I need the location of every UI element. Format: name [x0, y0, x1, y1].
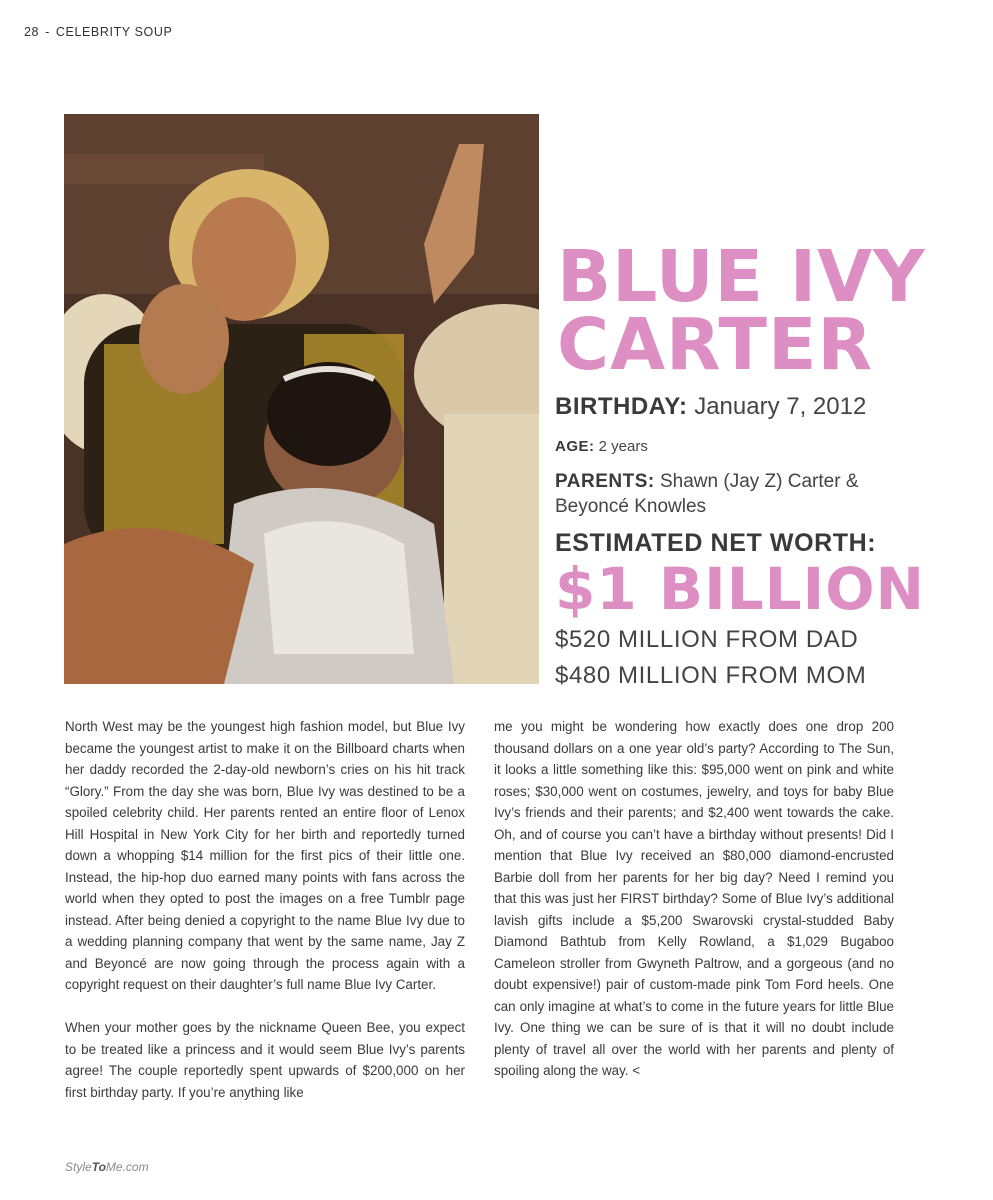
birthday-fact [555, 392, 900, 422]
age-label: AGE: [555, 438, 595, 455]
feature-photo [64, 114, 539, 684]
net-worth-label: ESTIMATED NET WORTH: [555, 529, 877, 557]
article-column-right [494, 716, 894, 1103]
net-worth-value: $1 BILLION [555, 555, 926, 623]
from-mom: $480 MILLION FROM MOM [555, 662, 867, 689]
article-column-left [65, 716, 465, 1125]
section-title: CELEBRITY SOUP [55, 25, 173, 39]
facts-panel [555, 392, 926, 694]
article-paragraph: North West may be the youngest high fashion model, but Blue Ivy became the youngest artist to make it on the Billboard charts when her daddy recorded the 2-day-old newborn’s cries on his hit track “Glory.” From the day she was born, Blue Ivy was destined to be a spoiled celebrity child. Her parents rented an entire floor of Lenox Hill Hospital in New York City for her birth and reportedly turned down a whopping $14 million for the first pics of their little one. Instead, the hip-hop duo earned many points with fans across the world when they opted to post the images on a free Tumblr page instead. After being denied a copyright to the name Blue Ivy due to a wedding planning company that went by the same name, Jay Z and Beyoncé are now going through the process again with a copyright request on their daughter’s full name Blue Ivy Carter. [65, 719, 465, 992]
age-value: 2 years [598, 438, 648, 455]
parents-value: Shawn (Jay Z) Carter & Beyoncé Knowles [555, 471, 859, 517]
article-paragraph: me you might be wondering how exactly does one drop 200 thousand dollars on a one year old’s party? According to The Sun, it looks a little something like this: $95,000 went on pink and white roses; $30,000 went on costumes, jewelry, and toys for baby Blue Ivy’s friends and their parents; and $2,400 went towards the cake. Oh, and of course you can’t have a birthday without presents! Did I mention that Blue Ivy received an $80,000 diamond-encrusted Barbie doll from her parents for her big day? Need I remind you that this was just her FIRST birthday? Some of Blue Ivy’s additional lavish gifts include a $5,200 Swarovski crystal-studded Baby Diamond Bathtub from Kelly Rowland, a $1,029 Bugaboo Cameleon stroller from Gwyneth Paltrow, and a gorgeous (and no doubt expensive!) pair of custom-made pink Tom Ford heels. One can only imagine at what’s to come in the future years for little Blue Ivy. One thing we can be sure of is that it will no doubt include plenty of travel all over the world with her parents and plenty of spoiling along the way. < [494, 719, 894, 1078]
page-number: 28 [24, 25, 40, 39]
from-dad: $520 MILLION FROM DAD [555, 626, 859, 653]
page-header [24, 25, 172, 39]
header-separator: - [45, 25, 50, 39]
parents-label: PARENTS: [555, 471, 655, 492]
age-fact [555, 438, 900, 455]
birthday-value: January 7, 2012 [694, 393, 867, 420]
headline [557, 235, 926, 386]
birthday-label: BIRTHDAY: [555, 393, 688, 420]
brand-part-1: Style [65, 1160, 92, 1174]
brand-part-2: To [91, 1160, 106, 1174]
brand-part-3: Me.com [105, 1160, 149, 1174]
headline-line-2: CARTER [557, 303, 874, 386]
photo-illustration [64, 114, 539, 684]
footer-brand [65, 1160, 149, 1174]
headline-line-1: BLUE IVY [557, 235, 926, 318]
article-paragraph: When your mother goes by the nickname Queen Bee, you expect to be treated like a princess and it would seem Blue Ivy’s parents agree! The couple reportedly spent upwards of $200,000 on her first birthday party. If you’re anything like [65, 1020, 465, 1100]
parents-fact [555, 469, 900, 519]
